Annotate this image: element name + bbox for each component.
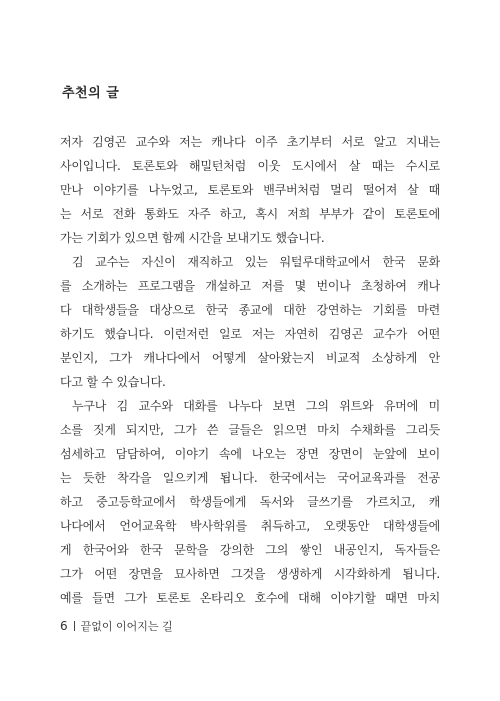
body-text [60,130,440,610]
text-line: 누구나 김 교수와 대화를 나누다 보면 그의 위트와 유머에 미 [72,399,440,413]
text-line: 그가 어떤 장면을 묘사하면 그것을 생생하게 시각화하게 됩니다. [60,567,440,581]
text-line: 하고 중고등학교에서 학생들에게 독서와 글쓰기를 가르치고, 캐 [60,495,440,509]
section-heading: 추천의 글 [62,86,120,101]
text-line: 다고 할 수 있습니다. [60,375,166,389]
text-line: 나다에서 언어교육학 박사학위를 취득하고, 오랫동안 대학생들에 [60,519,440,533]
page-footer [60,618,173,634]
text-line: 김 교수는 자신이 재직하고 있는 워털루대학교에서 한국 문화 [72,255,440,269]
text-line: 섬세하고 담담하여, 이야기 속에 나오는 장면 장면이 눈앞에 보이 [60,447,440,461]
paragraph-3 [60,394,440,610]
text-line: 분인지, 그가 캐나다에서 어떻게 살아왔는지 비교적 소상하게 안 [60,351,440,365]
page-number: 6 [60,619,68,633]
text-line: 만나 이야기를 나누었고, 토론토와 밴쿠버처럼 멀리 떨어져 살 때 [60,183,440,197]
footer-divider [74,621,75,631]
text-line: 예를 들면 그가 토론토 온타리오 호수에 대해 이야기할 때면 마치 [60,591,440,605]
text-line: 하기도 했습니다. 이런저런 일로 저는 자연히 김영곤 교수가 어떤 [60,327,440,341]
running-title: 끝없이 이어지는 길 [80,620,173,633]
text-line: 소를 짓게 되지만, 그가 쓴 글들은 읽으면 마치 수채화를 그리듯 [60,423,440,437]
paragraph-1 [60,130,440,250]
text-line: 를 소개하는 프로그램을 개설하고 저를 몇 번이나 초청하여 캐나 [60,279,440,293]
text-line: 가는 기회가 있으면 함께 시간을 보내기도 했습니다. [60,231,325,245]
text-line: 사이입니다. 토론토와 해밀턴처럼 이웃 도시에서 살 때는 수시로 [60,159,440,173]
text-line: 게 한국어와 한국 문학을 강의한 그의 쌓인 내공인지, 독자들은 [60,543,440,557]
text-line: 다 대학생들을 대상으로 한국 종교에 대한 강연하는 기회를 마련 [60,303,440,317]
text-line: 저자 김영곤 교수와 저는 캐나다 이주 초기부터 서로 알고 지내는 [60,135,440,149]
text-line: 는 서로 전화 통화도 자주 하고, 혹시 저희 부부가 같이 토론토에 [60,207,440,221]
paragraph-2 [60,250,440,394]
text-line: 는 듯한 착각을 일으키게 됩니다. 한국에서는 국어교육과를 전공 [60,471,440,485]
